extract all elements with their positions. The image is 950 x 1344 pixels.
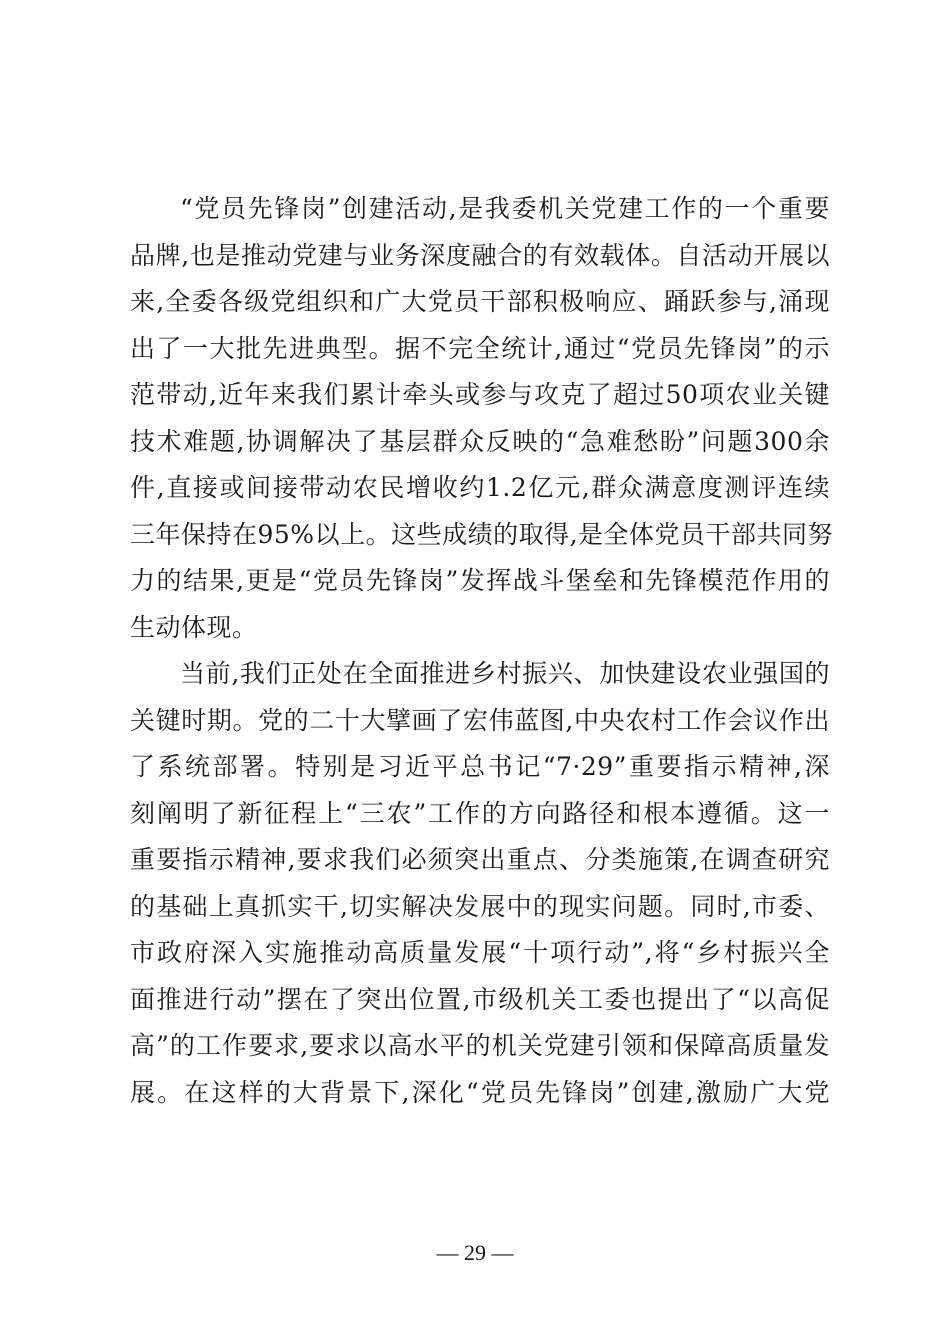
- text-line: 范带动,近年来我们累计牵头或参与攻克了超过50项农业关键: [130, 380, 830, 409]
- page-number: — 29 —: [436, 1240, 514, 1265]
- paragraph-2: [130, 651, 830, 1116]
- text-line: 生动体现。: [130, 612, 258, 642]
- text-line: 高”的工作要求,要求以高水平的机关党建引领和保障高质量发: [130, 1031, 830, 1060]
- text-line: 技术难题,协调解决了基层群众反映的“急难愁盼”问题300余: [130, 426, 830, 456]
- text-line: 件,直接或间接带动农民增收约1.2亿元,群众满意度测评连续: [130, 473, 830, 502]
- text-line: 三年保持在95%以上。这些成绩的取得,是全体党员干部共同努: [130, 519, 834, 549]
- text-line: 重要指示精神,要求我们必须突出重点、分类施策,在调查研究: [130, 845, 830, 874]
- paragraph-1: [130, 186, 834, 651]
- text-line: 刻阐明了新征程上“三农”工作的方向路径和根本遵循。这一: [130, 798, 830, 828]
- text-line: 了系统部署。特别是习近平总书记“7·29”重要指示精神,深: [130, 752, 830, 781]
- text-line: 来,全委各级党组织和广大党员干部积极响应、踊跃参与,涌现: [130, 287, 830, 316]
- text-line: “党员先锋岗”创建活动,是我委机关党建工作的一个重要: [180, 194, 830, 223]
- text-line: 力的结果,更是“党员先锋岗”发挥战斗堡垒和先锋模范作用的: [130, 566, 830, 595]
- text-line: 市政府深入实施推动高质量发展“十项行动”,将“乡村振兴全: [130, 938, 830, 967]
- text-line: 面推进行动”摆在了突出位置,市级机关工委也提出了“以高促: [130, 984, 830, 1014]
- body-text: [130, 186, 834, 1116]
- text-line: 当前,我们正处在全面推进乡村振兴、加快建设农业强国的: [180, 659, 830, 688]
- text-line: 关键时期。党的二十大擘画了宏伟蓝图,中央农村工作会议作出: [130, 705, 830, 735]
- text-line: 的基础上真抓实干,切实解决发展中的现实问题。同时,市委、: [130, 891, 830, 921]
- text-line: 展。在这样的大背景下,深化“党员先锋岗”创建,激励广大党: [130, 1077, 830, 1107]
- text-line: 品牌,也是推动党建与业务深度融合的有效载体。自活动开展以: [130, 240, 830, 270]
- text-line: 出了一大批先进典型。据不完全统计,通过“党员先锋岗”的示: [130, 333, 830, 363]
